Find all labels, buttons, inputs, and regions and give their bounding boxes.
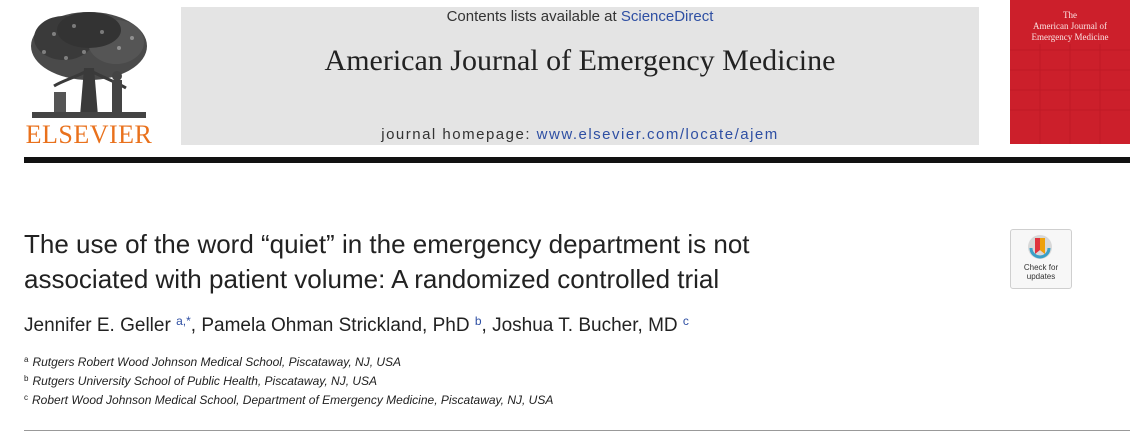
author-separator: , [481,315,493,336]
affiliation-mark: c [24,393,28,402]
author-affiliation-link[interactable]: c [682,314,689,328]
author-name: Pamela Ohman Strickland, PhD [201,315,475,336]
contents-prefix: Contents lists available at [446,8,621,25]
affiliation-text: Rutgers Robert Wood Johnson Medical School, Piscataway, NJ, USA [32,355,402,369]
publisher-wordmark: ELSEVIER [25,120,153,149]
affiliation-text: Rutgers University School of Public Health, Piscataway, NJ, USA [32,374,378,388]
article-title [24,227,904,297]
check-for-updates-label [1010,263,1072,281]
cover-title-line: Emergency Medicine [1031,32,1109,42]
journal-homepage-link[interactable]: www.elsevier.com/locate/ajem [536,126,779,143]
cover-title-line: American Journal of [1033,21,1107,31]
section-divider [24,430,1130,431]
homepage-prefix: journal homepage: [381,126,537,143]
contents-available-line [181,8,979,25]
author-affiliation-link[interactable]: a,* [176,314,191,328]
crossmark-icon [1027,234,1053,260]
author-name: Jennifer E. Geller [24,315,177,336]
affiliation-mark: b [24,374,29,383]
author-name: Joshua T. Bucher, MD [492,315,683,336]
affiliation-item [24,355,401,369]
article-title-line: associated with patient volume: A randomized controlled trial [24,264,720,294]
check-for-updates-line: Check for [1023,263,1059,272]
cover-title-line: The [1063,10,1077,20]
author-affiliation-link[interactable]: b [474,314,482,328]
cover-title [1010,10,1130,43]
author-separator: , [190,315,202,336]
article-title-line: The use of the word “quiet” in the emergency department is not [24,229,750,259]
affiliation-item [24,393,553,407]
header-rule [24,157,1130,163]
affiliation-text: Robert Wood Johnson Medical School, Department of Emergency Medicine, Piscataway, NJ, USA [32,393,554,407]
affiliation-mark: a [24,355,29,364]
sciencedirect-link[interactable]: ScienceDirect [620,8,714,25]
journal-title: American Journal of Emergency Medicine [324,44,836,77]
check-for-updates-line: updates [1026,272,1056,281]
affiliation-item [24,374,377,388]
author-list [24,314,904,337]
journal-homepage-line [181,126,979,143]
